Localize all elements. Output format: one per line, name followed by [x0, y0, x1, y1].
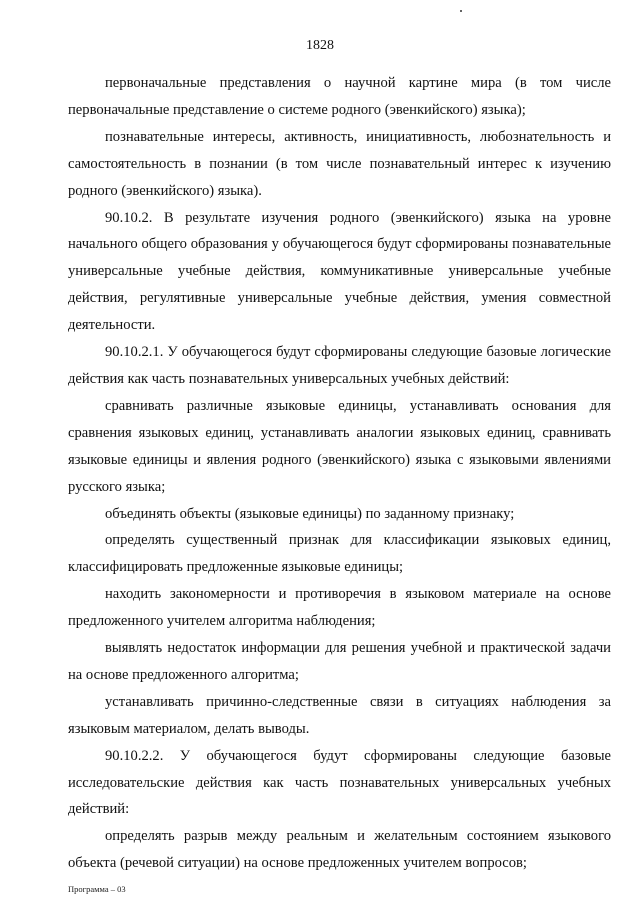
paragraph: первоначальные представления о научной картине мира (в том числе первоначальные представление о системе родного (эвенкийского) языка); [68, 75, 611, 118]
paragraph: определять существенный признак для классификации языковых единиц, классифицировать предложенные языковые единицы; [68, 532, 611, 576]
paragraph: находить закономерности и противоречия в языковом материале на основе предложенного учителем алгоритма наблюдения; [68, 586, 611, 630]
paragraph: 90.10.2. В результате изучения родного (эвенкийского) языка на уровне начального общего образования у обучающегося будут сформированы познавательные универсальные учебные действия, коммуникативные универсальные учебные действия, регулятивные универсальные учебные действия, умения совместной деятельности. [68, 209, 611, 334]
footer-label: Программа – 03 [68, 884, 126, 894]
paragraph: выявлять недостаток информации для решения учебной и практической задачи на основе предложенного алгоритма; [68, 640, 611, 683]
paragraph: сравнивать различные языковые единицы, устанавливать основания для сравнения языковых единиц, устанавливать аналогии языковых единиц, сравнивать языковые единицы и явления родного (эвенкийского) языка с языковыми явлениями русского языка; [68, 397, 611, 495]
paragraph: объединять объекты (языковые единицы) по заданному признаку; [105, 505, 515, 522]
paragraph: познавательные интересы, активность, инициативность, любознательность и самостоятельность в познании (в том числе познавательный интерес к изучению родного (эвенкийского) языка). [68, 128, 611, 199]
paragraph: определять разрыв между реальным и желательным состоянием языкового объекта (речевой ситуации) на основе предложенных учителем вопросов; [68, 828, 611, 872]
scan-artifact [460, 10, 462, 12]
paragraph: 90.10.2.2. У обучающегося будут сформированы следующие базовые исследовательские действия как часть познавательных универсальных учебных действий: [68, 747, 611, 818]
paragraph: устанавливать причинно-следственные связи в ситуациях наблюдения за языковым материалом, делать выводы. [68, 693, 611, 737]
page-number: 1828 [306, 38, 334, 53]
body-text [68, 70, 611, 877]
paragraph: 90.10.2.1. У обучающегося будут сформированы следующие базовые логические действия как часть познавательных универсальных учебных действий: [68, 344, 611, 387]
